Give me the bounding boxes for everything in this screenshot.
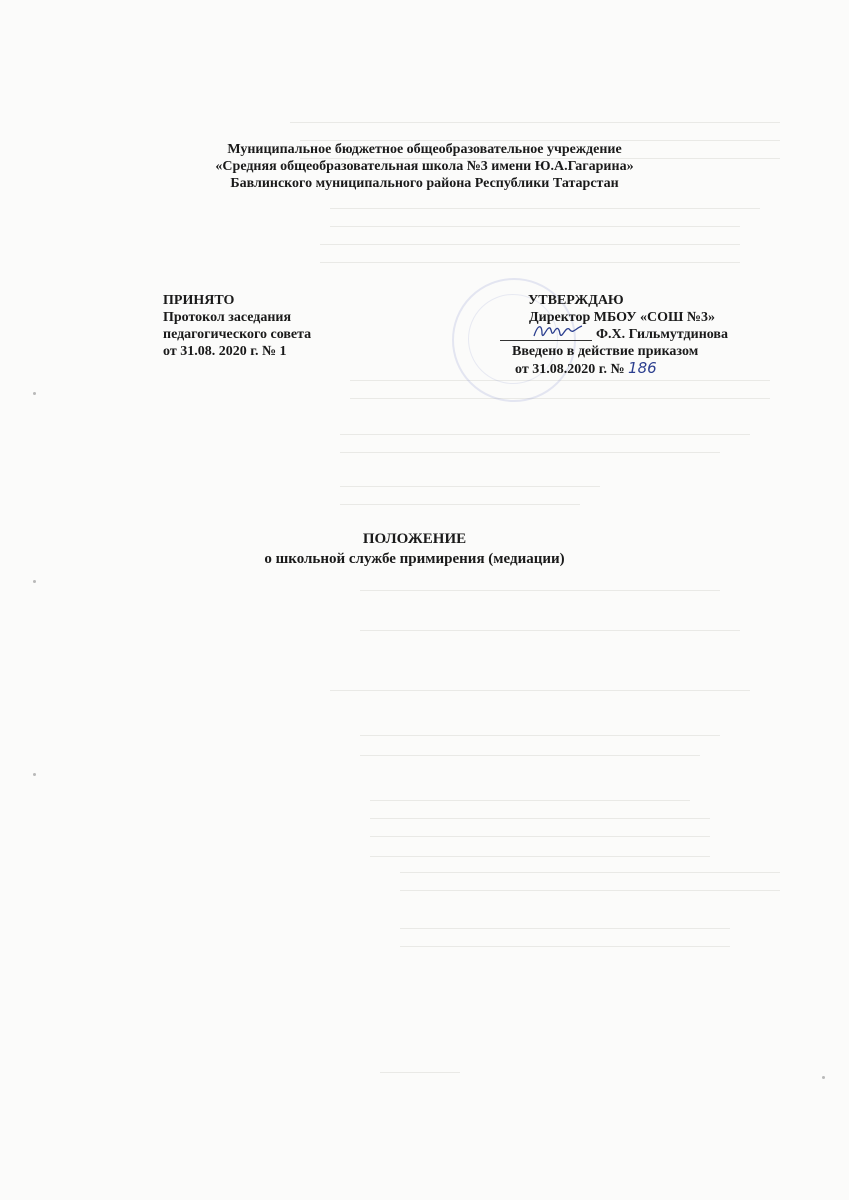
enacted-line: Введено в действие приказом (512, 344, 699, 359)
document-subtitle: о школьной службе примирения (медиации) (264, 551, 565, 567)
scan-dot (822, 1076, 825, 1079)
school-type-line: Муниципальное бюджетное общеобразовательное учреждение (227, 142, 622, 157)
director-position: Директор МБОУ «СОШ №3» (529, 310, 715, 325)
document-title: ПОЛОЖЕНИЕ (362, 531, 467, 547)
scan-dot (33, 773, 36, 776)
protocol-line: Протокол заседания (163, 310, 292, 325)
order-prefix: от 31.08.2020 г. № (515, 362, 625, 377)
school-name-line: «Средняя общеобразовательная школа №3 имени Ю.А.Гагарина» (215, 159, 634, 174)
signature-row (500, 326, 742, 343)
scan-dot (33, 392, 36, 395)
scan-dot (33, 580, 36, 583)
district-line: Бавлинского муниципального района Республики Татарстан (230, 176, 619, 191)
approved-heading: УТВЕРЖДАЮ (528, 293, 624, 308)
protocol-date-line: от 31.08. 2020 г. № 1 (163, 344, 287, 359)
accepted-heading: ПРИНЯТО (163, 293, 235, 308)
director-name: Ф.Х. Гильмутдинова (596, 327, 728, 342)
accepted-block (163, 292, 311, 360)
handwritten-signature (530, 320, 590, 342)
council-line: педагогического совета (163, 327, 312, 342)
order-line (515, 360, 657, 378)
order-number: 186 (628, 359, 657, 377)
